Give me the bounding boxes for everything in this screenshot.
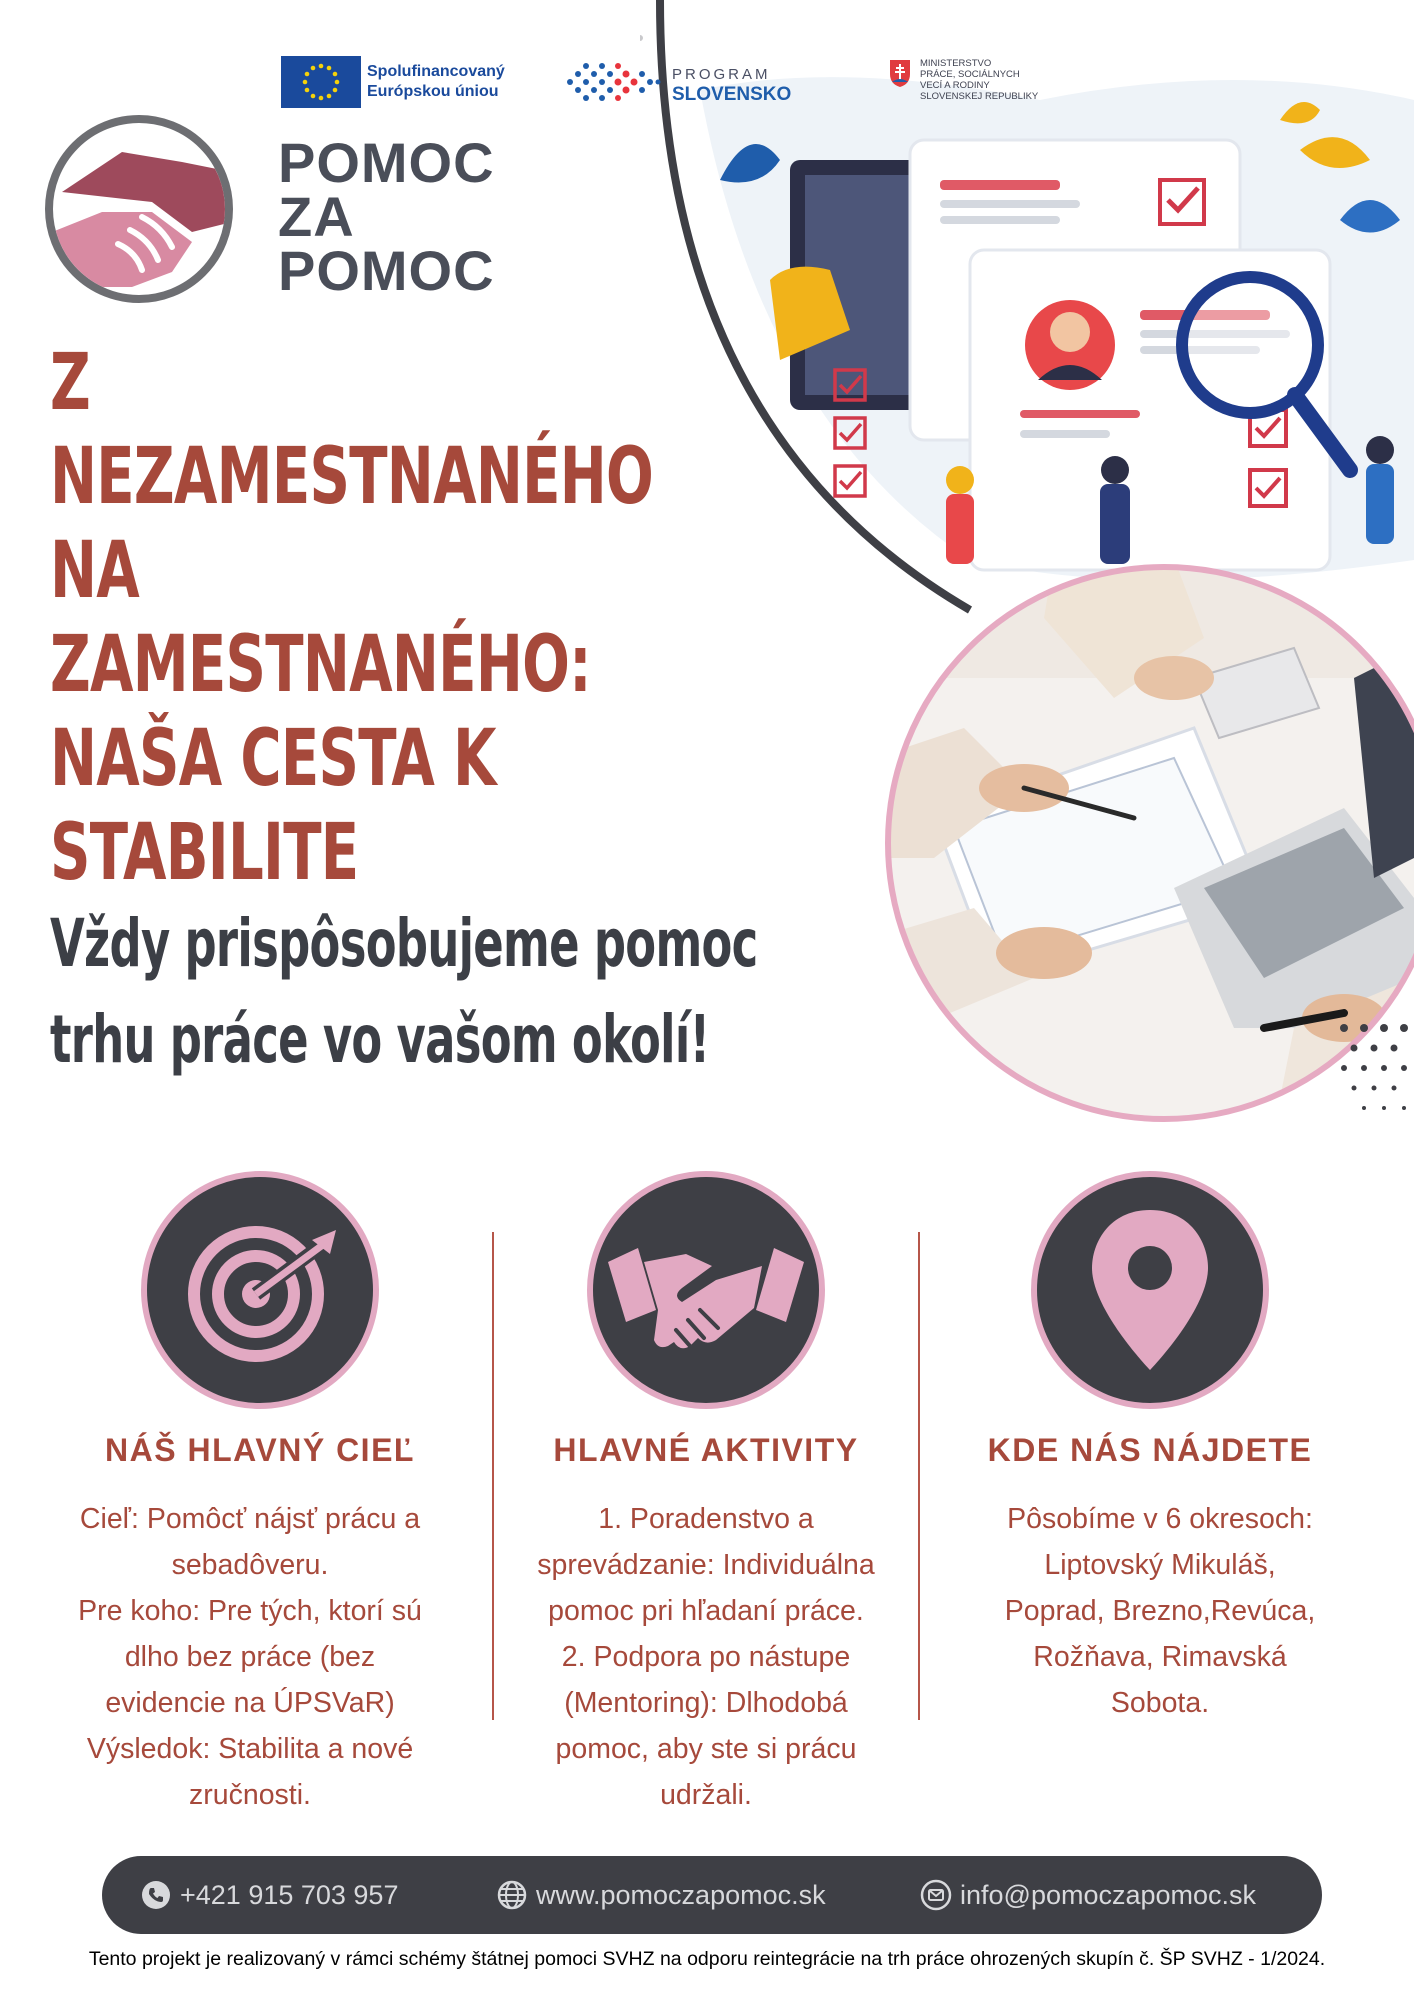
column-location-title: KDE NÁS NÁJDETE bbox=[987, 1432, 1313, 1468]
program-label: PROGRAM bbox=[672, 66, 771, 83]
text-line: Pôsobíme v 6 okresoch: bbox=[1007, 1503, 1313, 1535]
tagline: Vždy prispôsobujeme pomoc trhu práce vo vašom okolí! bbox=[50, 905, 758, 1078]
text-line: 1. Poradenstvo a bbox=[598, 1503, 814, 1535]
text-line: Rožňava, Rimavská bbox=[1033, 1641, 1287, 1673]
slovak-coat-of-arms-icon bbox=[888, 58, 912, 88]
ministry-text: MINISTERSTVO PRÁCE, SOCIÁLNYCH VECÍ A RODINY SLOVENSKEJ REPUBLIKY bbox=[920, 58, 1039, 102]
column-activities-body bbox=[496, 1496, 916, 1818]
text-line: evidencie na ÚPSVaR) bbox=[105, 1687, 395, 1719]
office-photo-circle bbox=[874, 558, 1414, 1128]
handshake-icon bbox=[586, 1170, 826, 1410]
target-icon bbox=[140, 1170, 380, 1410]
text-line: Sobota. bbox=[1110, 1687, 1210, 1719]
text-line: Liptovský Mikuláš, bbox=[1044, 1549, 1276, 1581]
text-line: Výsledok: Stabilita a nové bbox=[86, 1733, 414, 1765]
email-link: info@pomoczapomoc.sk bbox=[960, 1879, 1257, 1910]
globe-icon bbox=[496, 1879, 528, 1911]
handshake-icon bbox=[42, 112, 236, 306]
column-divider bbox=[918, 1232, 920, 1720]
text-line: pomoc pri hľadaní práce. bbox=[548, 1595, 864, 1627]
text-line: 2. Podpora po nástupe bbox=[561, 1641, 851, 1673]
text-line: (Mentoring): Dlhodobá bbox=[564, 1687, 848, 1719]
text-line: Pre koho: Pre tých, ktorí sú bbox=[78, 1595, 422, 1627]
headline: Z NEZAMESTNANÉHO NA ZAMESTNANÉHO: NAŠA CESTA K STABILITE bbox=[50, 338, 654, 898]
program-slovensko-logo-icon bbox=[560, 56, 670, 108]
text-line: dlho bez práce (bez bbox=[124, 1641, 376, 1673]
location-pin-icon bbox=[1030, 1170, 1270, 1410]
contact-web[interactable] bbox=[496, 1874, 826, 1916]
contact-email[interactable] bbox=[920, 1874, 1256, 1916]
contact-phone[interactable] bbox=[140, 1874, 398, 1916]
text-line: Poprad, Brezno,Revúca, bbox=[1004, 1595, 1316, 1627]
text-line: pomoc, aby ste si prácu bbox=[555, 1733, 857, 1765]
column-goal-title: NÁŠ HLAVNÝ CIEĽ bbox=[105, 1432, 415, 1468]
phone-icon bbox=[140, 1879, 172, 1911]
column-goal-body bbox=[40, 1496, 460, 1818]
text-line: sebadôveru. bbox=[171, 1549, 329, 1581]
eu-cofinanced-text: Spolufinancovaný Európskou úniou bbox=[367, 63, 505, 100]
website-link: www.pomoczapomoc.sk bbox=[536, 1879, 826, 1910]
footer-note: Tento projekt je realizovaný v rámci schémy štátnej pomoci SVHZ na odporu reintegrácie na trh práce ohrozených skupín č. ŠP SVHZ - 1/2024. bbox=[88, 1948, 1326, 1970]
mail-icon bbox=[920, 1879, 952, 1911]
text-line: Cieľ: Pomôcť nájsť prácu a bbox=[79, 1503, 421, 1535]
text-line: zručnosti. bbox=[189, 1779, 311, 1811]
eu-flag-icon bbox=[281, 56, 361, 108]
column-divider bbox=[492, 1232, 494, 1720]
column-activities-title: HLAVNÉ AKTIVITY bbox=[553, 1432, 859, 1468]
brand-name: POMOC ZA POMOC bbox=[278, 131, 495, 302]
phone-number: +421 915 703 957 bbox=[180, 1879, 399, 1910]
slovensko-label: SLOVENSKO bbox=[672, 84, 792, 105]
column-location-body bbox=[950, 1496, 1370, 1726]
text-line: udržali. bbox=[660, 1779, 752, 1811]
text-line: sprevádzanie: Individuálna bbox=[537, 1549, 875, 1581]
